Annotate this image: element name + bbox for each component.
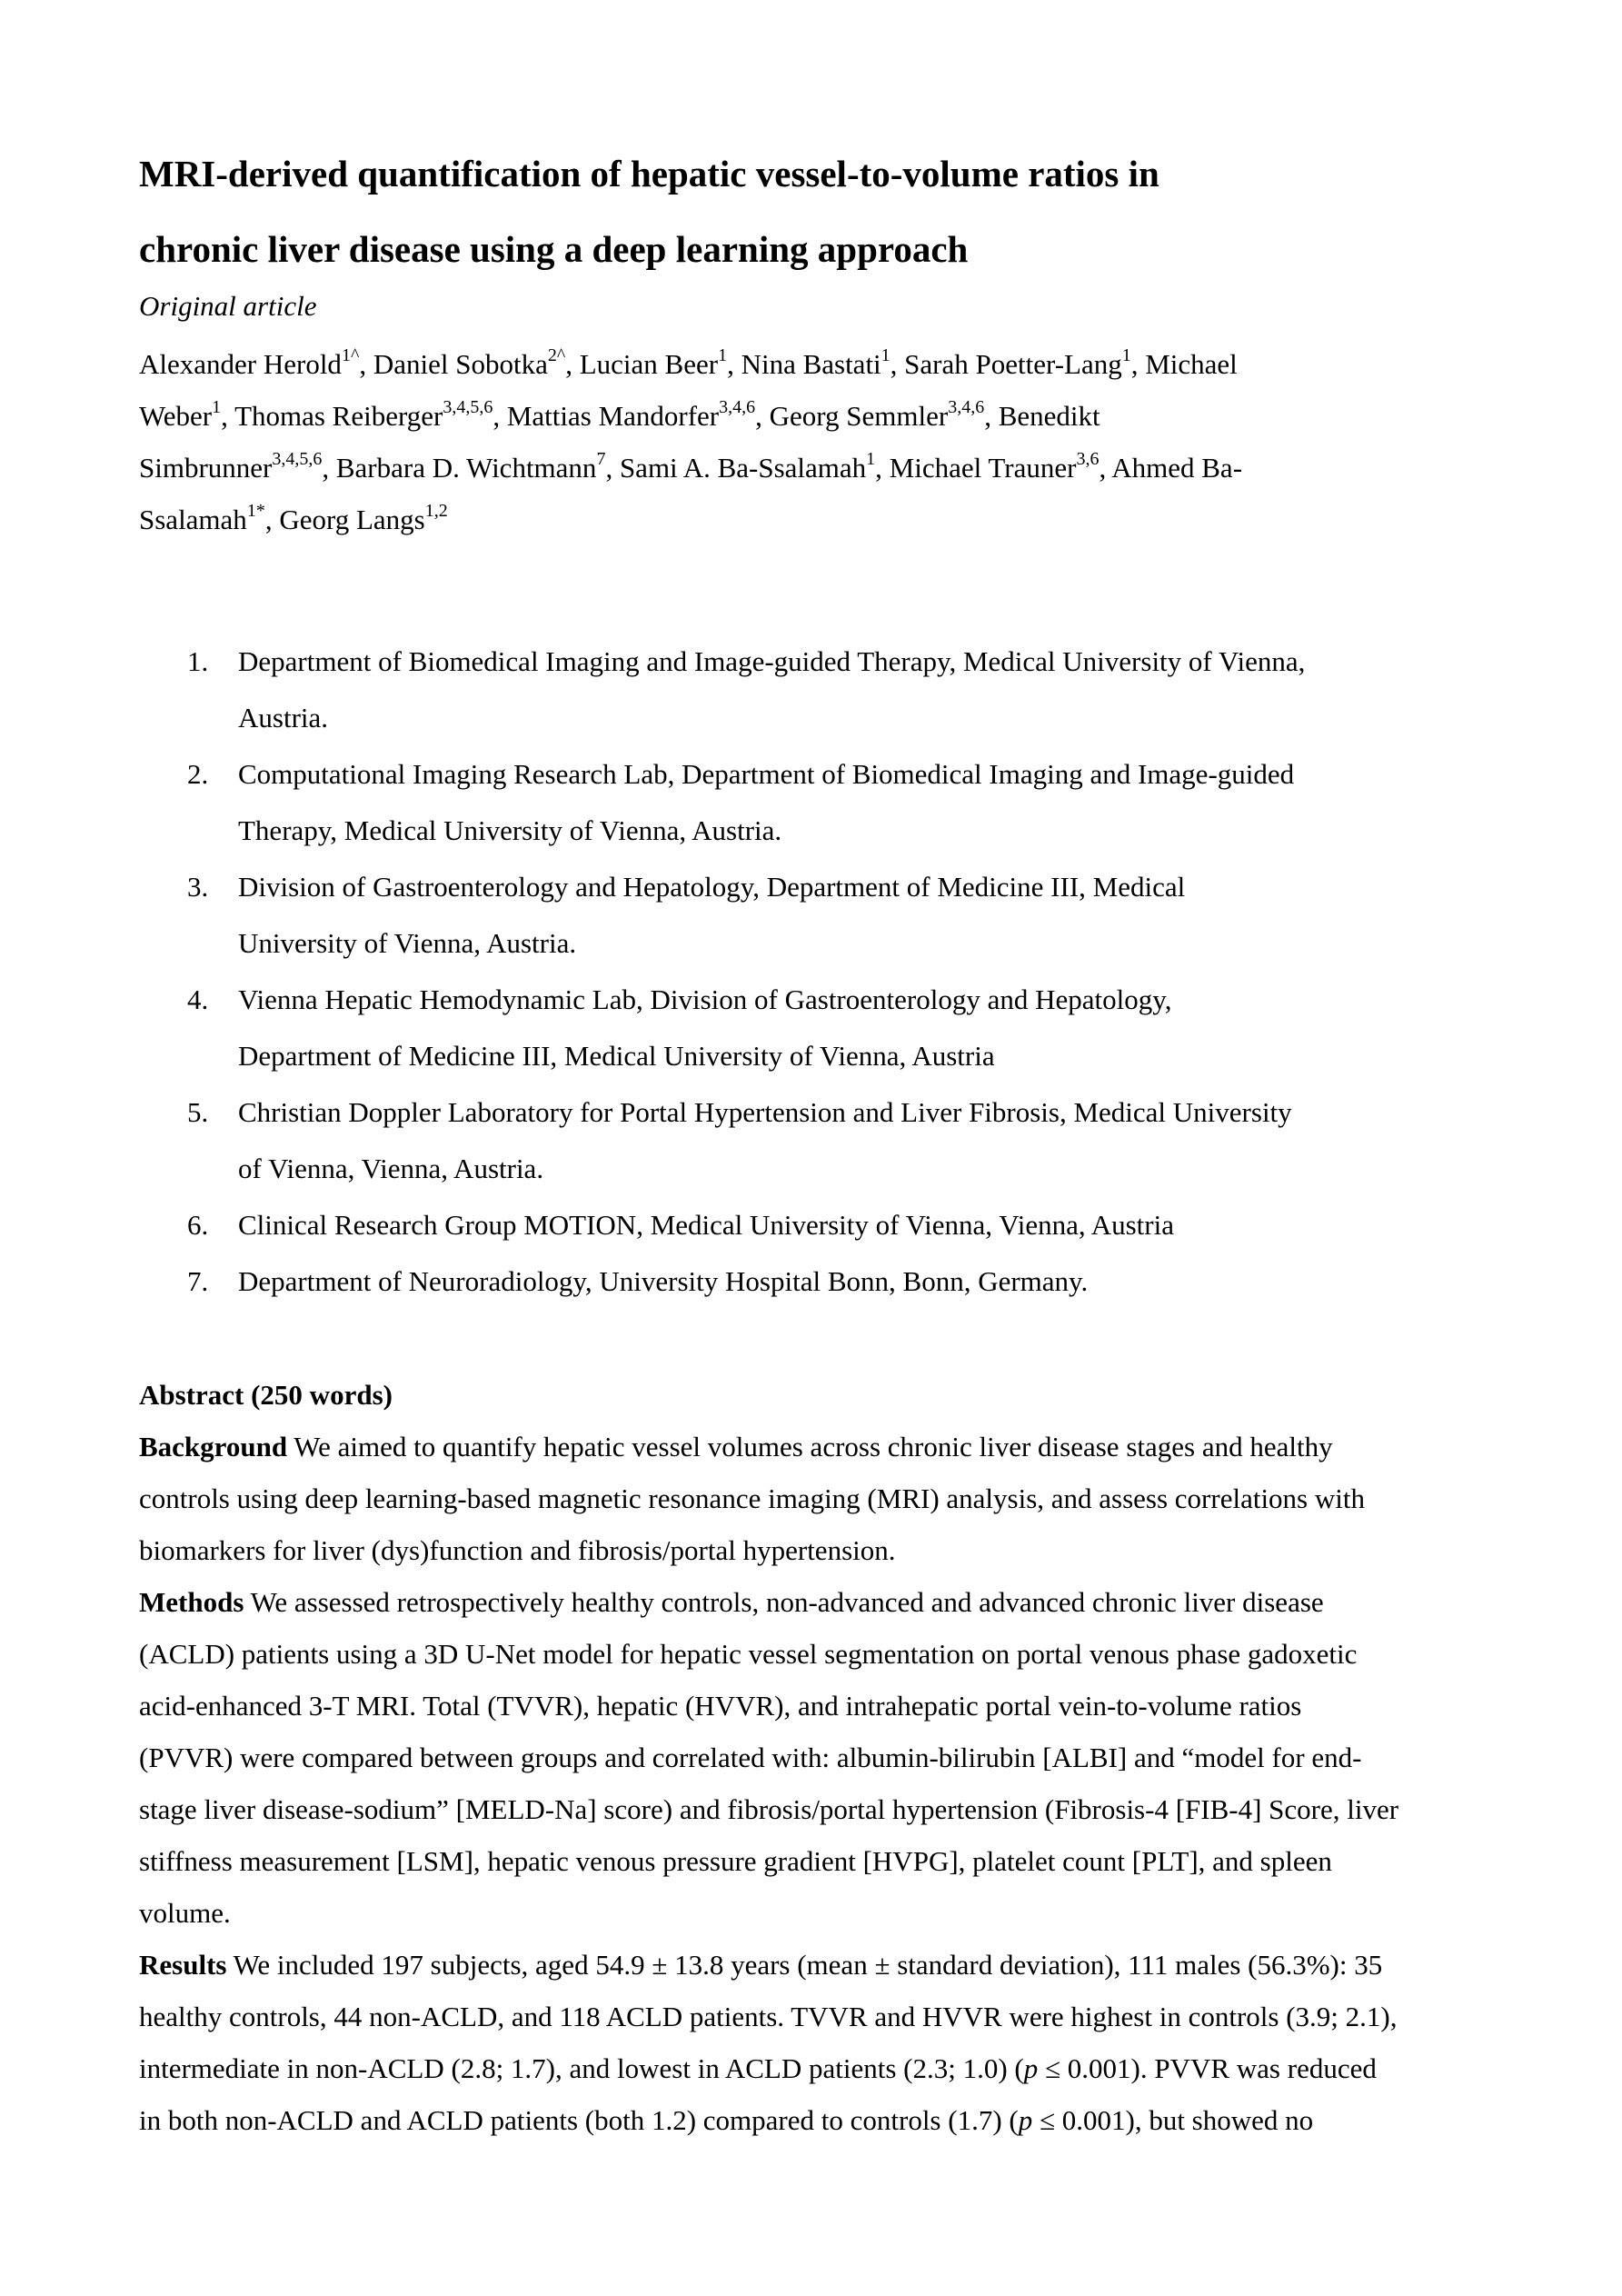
author-name: Simbrunner xyxy=(139,452,273,484)
author-list xyxy=(139,338,1242,545)
affiliation-text: Christian Doppler Laboratory for Portal Hypertension and Liver Fibrosis, Medical University xyxy=(238,1096,1292,1128)
affiliation-superscript: 1 xyxy=(881,344,891,365)
affiliation-text: of Vienna, Vienna, Austria. xyxy=(238,1153,544,1184)
author-name: , Barbara D. Wichtmann xyxy=(322,452,597,484)
abstract-line xyxy=(139,2042,1398,2094)
abstract-text: (PVVR) were compared between groups and correlated with: albumin-bilirubin [ALBI] and “model for end- xyxy=(139,1742,1362,1773)
paper-title xyxy=(139,136,1159,287)
affiliation-text: University of Vienna, Austria. xyxy=(238,927,577,959)
affiliation-number: 7. xyxy=(187,1265,209,1297)
affiliation-item xyxy=(187,746,1305,859)
section-label: Methods xyxy=(139,1586,244,1618)
p-value-symbol: p xyxy=(1018,2104,1033,2136)
p-value-symbol: p xyxy=(1023,2052,1039,2084)
author-line xyxy=(139,494,1242,545)
author-name: , Benedikt xyxy=(984,400,1100,432)
author-name: , Thomas Reiberger xyxy=(221,400,443,432)
author-name: , Nina Bastati xyxy=(727,348,881,380)
author-name: , Michael xyxy=(1130,348,1238,380)
affiliation-superscript: 2^ xyxy=(547,344,566,365)
affiliation-superscript: 3,4,6 xyxy=(948,396,985,417)
abstract-text: volume. xyxy=(139,1897,231,1929)
abstract-text: ≤ 0.001). PVVR was reduced xyxy=(1038,2052,1377,2084)
affiliation-text: Therapy, Medical University of Vienna, Austria. xyxy=(238,814,782,846)
author-name: , Ahmed Ba- xyxy=(1099,452,1243,484)
author-name: Weber xyxy=(139,400,213,432)
abstract-text: healthy controls, 44 non-ACLD, and 118 ACLD patients. TVVR and HVVR were highest in controls (3.9; 2.1), xyxy=(139,2001,1398,2032)
abstract-text: controls using deep learning-based magnetic resonance imaging (MRI) analysis, and assess correlations with xyxy=(139,1482,1365,1514)
affiliation-number: 5. xyxy=(187,1096,209,1128)
affiliation-superscript: 1 xyxy=(718,344,728,365)
affiliation-item xyxy=(187,859,1305,972)
abstract-text: intermediate in non-ACLD (2.8; 1.7), and lowest in ACLD patients (2.3; 1.0) ( xyxy=(139,2052,1024,2084)
author-line xyxy=(139,338,1242,390)
abstract-section xyxy=(139,1369,1398,2146)
affiliation-superscript: 3,4,5,6 xyxy=(443,396,493,417)
abstract-results xyxy=(139,1939,1398,2146)
abstract-text: We included 197 subjects, aged 54.9 ± 13.8 years (mean ± standard deviation), 111 males (56.3%): 35 xyxy=(226,1949,1383,1981)
affiliation-superscript: 1^ xyxy=(341,344,360,365)
abstract-methods xyxy=(139,1576,1398,1939)
abstract-text: ≤ 0.001), but showed no xyxy=(1032,2104,1314,2136)
affiliation-superscript: 7 xyxy=(596,448,606,469)
abstract-line xyxy=(139,1939,1398,1991)
author-name: , Daniel Sobotka xyxy=(359,348,548,380)
affiliation-number: 2. xyxy=(187,758,209,790)
section-label: Results xyxy=(139,1949,227,1981)
article-type: Original article xyxy=(139,290,317,322)
title-line: MRI-derived quantification of hepatic vessel-to-volume ratios in xyxy=(139,153,1159,195)
abstract-text: stiffness measurement [LSM], hepatic venous pressure gradient [HVPG], platelet count [PLT], and spleen xyxy=(139,1845,1332,1877)
author-line xyxy=(139,390,1242,442)
affiliation-text: Department of Medicine III, Medical University of Vienna, Austria xyxy=(238,1040,995,1072)
affiliation-number: 3. xyxy=(187,871,209,903)
author-line xyxy=(139,442,1242,494)
affiliation-item xyxy=(187,972,1305,1084)
affiliation-number: 4. xyxy=(187,983,209,1015)
abstract-text: biomarkers for liver (dys)function and fibrosis/portal hypertension. xyxy=(139,1534,896,1566)
abstract-line xyxy=(139,1421,1398,1472)
abstract-heading: Abstract (250 words) xyxy=(139,1379,393,1411)
affiliation-number: 1. xyxy=(187,645,209,677)
abstract-text: (ACLD) patients using a 3D U-Net model for hepatic vessel segmentation on portal venous phase gadoxetic xyxy=(139,1638,1358,1670)
affiliation-text: Clinical Research Group MOTION, Medical University of Vienna, Vienna, Austria xyxy=(238,1209,1174,1241)
abstract-text: We aimed to quantify hepatic vessel volumes across chronic liver disease stages and healthy xyxy=(287,1431,1333,1462)
affiliation-text: Department of Neuroradiology, University Hospital Bonn, Bonn, Germany. xyxy=(238,1265,1089,1297)
abstract-text: in both non-ACLD and ACLD patients (both 1.2) compared to controls (1.7) ( xyxy=(139,2104,1019,2136)
author-name: , Sarah Poetter-Lang xyxy=(890,348,1122,380)
affiliation-item xyxy=(187,1253,1305,1310)
author-name: Ssalamah xyxy=(139,504,247,535)
affiliation-superscript: 1 xyxy=(866,448,876,469)
affiliation-text: Austria. xyxy=(238,702,329,734)
affiliation-item xyxy=(187,1197,1305,1253)
author-name: Alexander Herold xyxy=(139,348,342,380)
abstract-text: acid-enhanced 3-T MRI. Total (TVVR), hepatic (HVVR), and intrahepatic portal vein-to-volume ratios xyxy=(139,1690,1302,1722)
abstract-text: stage liver disease-sodium” [MELD-Na] score) and fibrosis/portal hypertension (Fibrosis-4 [FIB-4] Score, liver xyxy=(139,1793,1399,1825)
affiliation-superscript: 3,4,5,6 xyxy=(272,448,323,469)
affiliation-superscript: 3,6 xyxy=(1076,448,1100,469)
abstract-line xyxy=(139,1576,1398,1628)
affiliation-number: 6. xyxy=(187,1209,209,1241)
author-name: , Sami A. Ba-Ssalamah xyxy=(605,452,867,484)
affiliation-superscript: 1* xyxy=(246,500,265,521)
affiliation-text: Department of Biomedical Imaging and Image-guided Therapy, Medical University of Vienna, xyxy=(238,645,1306,677)
affiliation-item xyxy=(187,1084,1305,1197)
section-label: Background xyxy=(139,1431,288,1462)
author-name: , Georg Semmler xyxy=(755,400,949,432)
affiliation-superscript: 3,4,6 xyxy=(719,396,756,417)
abstract-background xyxy=(139,1421,1398,1576)
author-name: , Michael Trauner xyxy=(875,452,1077,484)
affiliation-superscript: 1,2 xyxy=(424,500,448,521)
abstract-line xyxy=(139,2094,1398,2146)
abstract-text: We assessed retrospectively healthy controls, non-advanced and advanced chronic liver disease xyxy=(244,1586,1324,1618)
author-name: , Georg Langs xyxy=(264,504,425,535)
affiliation-superscript: 1 xyxy=(1121,344,1131,365)
title-line: chronic liver disease using a deep learning approach xyxy=(139,228,969,270)
affiliation-text: Vienna Hepatic Hemodynamic Lab, Division of Gastroenterology and Hepatology, xyxy=(238,983,1172,1015)
author-name: , Lucian Beer xyxy=(565,348,719,380)
affiliation-item xyxy=(187,634,1305,746)
affiliation-text: Computational Imaging Research Lab, Department of Biomedical Imaging and Image-guided xyxy=(238,758,1295,790)
affiliation-text: Division of Gastroenterology and Hepatology, Department of Medicine III, Medical xyxy=(238,871,1186,903)
affiliation-list xyxy=(187,634,1305,1310)
affiliation-superscript: 1 xyxy=(212,396,222,417)
author-name: , Mattias Mandorfer xyxy=(493,400,720,432)
